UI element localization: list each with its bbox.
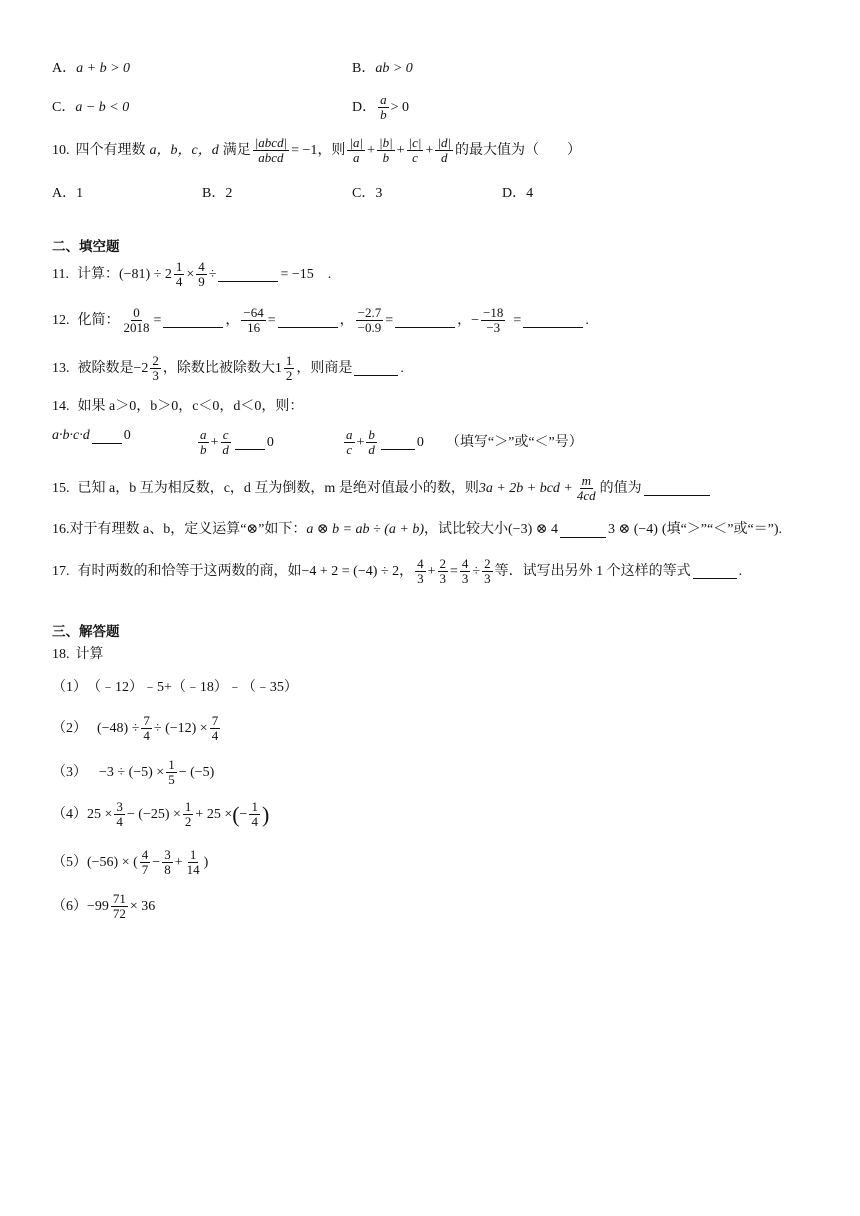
- q18-part-3: （3） −3 ÷ (−5) × $\frac{1}{5}$ − (−5): [52, 757, 215, 788]
- answer-blank: [278, 313, 338, 328]
- question-11: 11. 计算： (−81) ÷ 2 $\frac{1}{4}$ × $\frac{4}{9}$ ÷ = −15 .: [52, 259, 332, 290]
- q10-option-d: D．4: [502, 186, 534, 201]
- question-18: 18. 计算: [52, 647, 104, 662]
- fraction: $\frac{7}{4}$: [211, 713, 219, 744]
- section-title-fill-blank: 二、填空题: [52, 239, 120, 255]
- fraction: $\frac{4}{3}$: [417, 556, 424, 587]
- answer-blank: [523, 313, 583, 328]
- fraction: $\frac{\text{|abcd|}}{\text{abcd}}$: [254, 135, 288, 166]
- q18-part-2: （2） (−48) ÷ $\frac{7}{4}$ ÷ (−12) × $\frac{7}{4}$: [52, 713, 219, 744]
- q14-part-2: $\frac{a}{b}$ + $\frac{c}{d}$ 0: [200, 427, 274, 458]
- fraction: $\frac{c}{d}$: [222, 427, 229, 458]
- fraction: $\frac{2}{3}$: [484, 556, 491, 587]
- answer-blank: [354, 361, 398, 376]
- fraction: $\frac{-64}{16}$: [243, 305, 264, 336]
- q14-part-1: a·b·c·d 0: [52, 428, 131, 443]
- question-12: 12. 化简： $\frac{0}{2018}$ = ， $\frac{-64}{16}$ = ， $\frac{-2.7}{-0.9}$ = ， − $\frac{-18}{-3}$ = .: [52, 305, 589, 336]
- fraction: $\frac{71}{72}$: [112, 891, 126, 922]
- fraction: $\frac{3}{4}$: [116, 799, 123, 830]
- fraction: $\frac{a}{b}$: [380, 92, 387, 123]
- fraction: $\frac{4}{7}$: [141, 847, 149, 878]
- section-title-solve: 三、解答题: [52, 624, 120, 640]
- q9-option-c: C． a − b < 0: [52, 100, 130, 115]
- answer-blank: [218, 267, 278, 282]
- fraction: $\frac{|a|}{a}$: [349, 135, 364, 166]
- fraction: $\frac{1}{4}$: [175, 259, 183, 290]
- q10-option-b: B．2: [202, 186, 233, 201]
- answer-blank: [395, 313, 455, 328]
- answer-blank: [163, 313, 223, 328]
- fraction: $\frac{3}{8}$: [164, 847, 171, 878]
- q9-option-d: D． $\frac{a}{b}$ > 0: [352, 92, 410, 123]
- fraction: $\frac{|d|}{d}$: [437, 135, 452, 166]
- q18-part-4: （4） 25 × $\frac{3}{4}$ − (−25) × $\frac{1}{2}$ + 25 × ( − $\frac{1}{4}$ ): [52, 799, 270, 830]
- fraction: $\frac{2}{3}$: [439, 556, 446, 587]
- q18-part-5: （5） (−56) × ( $\frac{4}{7}$ − $\frac{3}{8}$ + $\frac{1}{14}$ ): [52, 847, 209, 878]
- answer-blank: [92, 429, 122, 444]
- fraction: $\frac{a}{c}$: [346, 427, 353, 458]
- q18-part-6: （6） −99 $\frac{71}{72}$ × 36: [52, 891, 156, 922]
- question-13: 13. 被除数是 −2 $\frac{2}{3}$ ，除数比被除数大 1 $\frac{1}{2}$ ，则商是 .: [52, 353, 404, 384]
- q18-part-1: （1） （﹣12）﹣5+（﹣18）﹣（﹣35）: [52, 680, 298, 695]
- answer-blank: [644, 481, 710, 496]
- question-10: 10. 四个有理数 a，b，c，d 满足 $\frac{\text{|abcd|}}{\text{abcd}}$ = −1 ，则 $\frac{|a|}{a}$ + $\frac{|b|}{b}$ + $\frac{|c|}{c}$ + $\frac{|d|}{d}$ 的最大值为（ ）: [52, 135, 582, 166]
- fraction: $\frac{0}{2018}$: [123, 305, 150, 336]
- question-14: 14. 如果 a＞0，b＞0，c＜0，d＜0，则：: [52, 399, 304, 414]
- fraction: $\frac{7}{4}$: [143, 713, 150, 744]
- q10-option-a: A．1: [52, 186, 84, 201]
- q10-option-c: C．3: [352, 186, 383, 201]
- answer-blank: [381, 435, 415, 450]
- fraction: $\frac{-18}{-3}$: [483, 305, 504, 336]
- fraction: $\frac{1}{2}$: [184, 799, 192, 830]
- q9-option-b: B． ab > 0: [352, 61, 413, 76]
- fraction: $\frac{-2.7}{-0.9}$: [357, 305, 382, 336]
- fraction: $\frac{|b|}{b}$: [379, 135, 393, 166]
- fraction: $\frac{1}{14}$: [186, 847, 200, 878]
- fraction: $\frac{4}{9}$: [198, 259, 205, 290]
- answer-blank: [693, 564, 737, 579]
- fraction: $\frac{1}{2}$: [285, 353, 293, 384]
- fraction: $\frac{b}{d}$: [368, 427, 375, 458]
- fraction: $\frac{a}{b}$: [200, 427, 207, 458]
- fraction: $\frac{2}{3}$: [152, 353, 159, 384]
- fraction: $\frac{|c|}{c}$: [408, 135, 422, 166]
- question-17: 17. 有时两数的和恰等于这两数的商，如 −4 + 2 = (−4) ÷ 2 ， $\frac{4}{3}$ + $\frac{2}{3}$ = $\frac{4}{3}$ ÷ $\frac{2}{3}$ 等．试写出另外 1 个这样的等式 .: [52, 556, 743, 587]
- fraction: $\frac{4}{3}$: [461, 556, 469, 587]
- q14-part-3: $\frac{a}{c}$ + $\frac{b}{d}$ 0 （填写“＞”或“＜”号）: [346, 427, 583, 458]
- answer-blank: [235, 435, 265, 450]
- q9-option-a: A． a + b > 0: [52, 61, 131, 76]
- answer-blank: [560, 523, 606, 538]
- fraction: $\frac{m}{4cd}$: [576, 473, 596, 504]
- question-16: 16. 对于有理数 a、b，定义运算“⊗”如下： a ⊗ b = ab ÷ (a + b) ，试比较大小 (−3) ⊗ 4 3 ⊗ (−4) (填“＞”“＜”或“＝”).: [52, 522, 783, 537]
- fraction: $\frac{1}{4}$: [251, 799, 258, 830]
- question-15: 15. 已知 a，b 互为相反数，c，d 互为倒数，m 是绝对值最小的数，则 3a + 2b + bcd + $\frac{m}{4cd}$ 的值为: [52, 474, 712, 504]
- fraction: $\frac{1}{5}$: [168, 757, 175, 788]
